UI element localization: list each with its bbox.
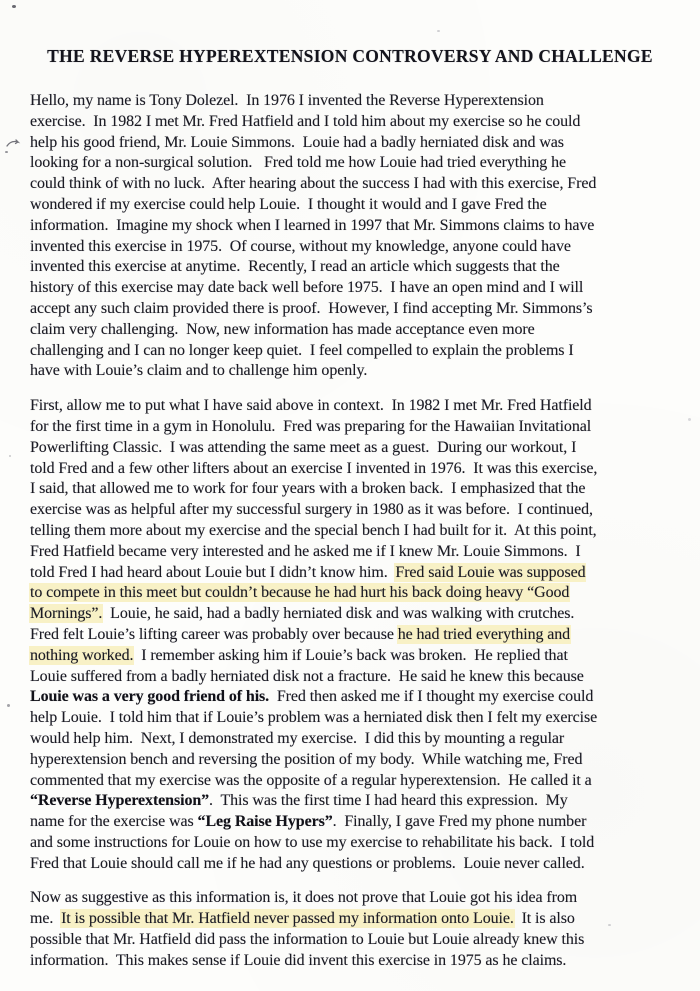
text-segment: Powerlifting Classic. I was attending the same meet as a guest. During our workout, I: [30, 438, 577, 456]
scan-speck: [12, 5, 16, 8]
text-line: [30, 278, 676, 299]
text-segment: I remember asking him if Louie’s back was broken. He replied that: [133, 646, 568, 664]
text-segment: First, allow me to put what I have said above in context. In 1982 I met Mr. Fred Hatfield: [30, 397, 592, 415]
text-segment: and some instructions for Louie on how to use my exercise to rehabilitate his back. I told: [30, 833, 595, 851]
text-segment: possible that Mr. Hatfield did pass the information to Louie but Louie already knew this: [30, 931, 585, 949]
text-segment: information. This makes sense if Louie did invent this exercise in 1975 as he claims.: [30, 951, 567, 969]
text-segment: told Fred and a few other lifters about an exercise I invented in 1976. It was this exercise,: [30, 459, 598, 477]
text-segment: I said, that allowed me to work for four years with a broken back. I emphasized that the: [30, 480, 586, 498]
text-segment: exercise. In 1982 I met Mr. Fred Hatfield and I told him about my exercise so he could: [30, 112, 581, 130]
text-line: [30, 174, 676, 195]
text-line: [30, 396, 676, 417]
text-line: [30, 479, 676, 500]
paragraph: [30, 91, 676, 382]
bold-text: “Leg Raise Hypers”: [197, 813, 333, 831]
text-segment: Hello, my name is Tony Dolezel. In 1976 I invented the Reverse Hyperextension: [30, 92, 544, 109]
text-segment: exercise was as helpful after my successful surgery in 1980 as it was before. I continued,: [30, 501, 593, 519]
text-line: [30, 729, 676, 750]
pen-mark-icon: [5, 137, 23, 151]
text-line: [30, 750, 676, 771]
text-segment: telling them more about my exercise and the special bench I had built for it. At this point,: [30, 521, 597, 539]
text-segment: Fred then asked me if I thought my exercise could: [269, 688, 594, 706]
text-segment: looking for a non-surgical solution. Fred told me how Louie had tried everything he: [30, 154, 566, 172]
text-line: [30, 195, 676, 216]
text-line: [30, 521, 676, 542]
text-segment: name for the exercise was: [30, 813, 198, 831]
text-segment: would help him. Next, I demonstrated my exercise. I did this by mounting a regular: [30, 729, 565, 747]
text-segment: information. Imagine my shock when I learned in 1997 that Mr. Simmons claims to have: [30, 216, 595, 234]
text-segment: could think of with no luck. After hearing about the success I had with this exercise, Fred: [30, 175, 597, 193]
text-line: [30, 341, 676, 362]
text-line: [30, 771, 676, 792]
text-line: [30, 625, 676, 646]
text-segment: Fred felt Louie’s lifting career was probably over because: [30, 625, 398, 643]
text-line: [30, 361, 676, 382]
text-line: [30, 500, 676, 521]
text-line: [30, 791, 676, 812]
text-line: [30, 299, 676, 320]
text-line: [30, 854, 676, 875]
text-segment: help his good friend, Mr. Louie Simmons. Louie had a badly herniated disk and was: [30, 133, 564, 151]
text-segment: invented this exercise in 1975. Of course, without my knowledge, anyone could have: [30, 237, 571, 255]
highlighted-text: It is possible that Mr. Hatfield never passed my information onto Louie.: [61, 910, 514, 928]
text-segment: commented that my exercise was the opposite of a regular hyperextension. He called it a: [30, 771, 592, 789]
text-segment: . Finally, I gave Fred my phone number: [332, 813, 587, 831]
text-segment: Louie, he said, had a badly herniated disk and was walking with crutches.: [102, 605, 575, 623]
scan-speck: [9, 455, 11, 457]
scan-speck: [437, 30, 440, 32]
paragraph: [30, 888, 676, 971]
highlighted-text: nothing worked.: [30, 646, 134, 664]
text-segment: invented this exercise at anytime. Recently, I read an article which suggests that the: [30, 258, 560, 276]
text-line: [30, 257, 676, 278]
text-segment: . This was the first time I had heard this expression. My: [209, 792, 568, 810]
text-line: [30, 438, 676, 459]
text-segment: history of this exercise may date back well before 1975. I have an open mind and I will: [30, 279, 584, 297]
text-segment: hyperextension bench and reversing the position of my body. While watching me, Fred: [30, 750, 583, 768]
text-segment: accept any such claim provided there is proof. However, I find accepting Mr. Simmons’s: [30, 299, 593, 317]
text-line: [30, 563, 676, 584]
highlighted-text: to compete in this meet but couldn’t because he had hurt his back doing heavy “Good: [30, 584, 570, 602]
bold-text: Louie was a very good friend of his.: [30, 688, 270, 706]
highlighted-text: Mornings”.: [30, 605, 103, 623]
text-segment: wondered if my exercise could help Louie. I thought it would and I gave Fred the: [30, 195, 547, 213]
text-line: [30, 216, 676, 237]
scan-speck: [7, 704, 10, 707]
text-line: [30, 459, 676, 480]
text-segment: Now as suggestive as this information is, it does not prove that Louie got his idea from: [30, 889, 578, 907]
text-line: [30, 133, 676, 154]
text-segment: Fred that Louie should call me if he had any questions or problems. Louie never called.: [30, 854, 585, 872]
text-line: [30, 687, 676, 708]
scan-speck: [688, 418, 691, 421]
text-line: [30, 888, 676, 909]
text-line: [30, 667, 676, 688]
text-line: [30, 237, 676, 258]
text-segment: claim very challenging. Now, new information has made acceptance even more: [30, 320, 535, 338]
text-line: [30, 91, 676, 112]
text-line: [30, 930, 676, 951]
text-line: [30, 417, 676, 438]
paragraph: [30, 396, 676, 874]
highlighted-text: he had tried everything and: [397, 625, 571, 643]
text-line: [30, 153, 676, 174]
text-line: [30, 812, 676, 833]
text-line: [30, 909, 676, 930]
text-line: [30, 112, 676, 133]
document-body: [30, 91, 676, 972]
text-line: [30, 583, 676, 604]
text-segment: challenging and I can no longer keep quiet. I feel compelled to explain the problems I: [30, 341, 574, 359]
highlighted-text: Fred said Louie was supposed: [395, 563, 586, 581]
text-line: [30, 320, 676, 341]
text-line: [30, 708, 676, 729]
text-segment: have with Louie’s claim and to challenge him openly.: [30, 362, 368, 380]
text-segment: Fred Hatfield became very interested and he asked me if I knew Mr. Louie Simmons. I: [30, 542, 581, 560]
text-line: [30, 604, 676, 625]
text-segment: told Fred I had heard about Louie but I didn’t know him.: [30, 563, 396, 581]
bold-text: “Reverse Hyperextension”: [30, 792, 210, 810]
page-title: THE REVERSE HYPEREXTENSION CONTROVERSY AND CHALLENGE: [47, 46, 653, 66]
text-segment: It is also: [513, 910, 575, 928]
text-segment: Louie suffered from a badly herniated disk not a fracture. He said he knew this because: [30, 667, 584, 685]
text-segment: me.: [30, 910, 62, 928]
scan-speck: [5, 151, 8, 153]
text-line: [30, 542, 676, 563]
text-segment: help Louie. I told him that if Louie’s problem was a herniated disk then I felt my exercise: [30, 709, 598, 727]
text-line: [30, 646, 676, 667]
text-line: [30, 833, 676, 854]
text-segment: for the first time in a gym in Honolulu. Fred was preparing for the Hawaiian Invitational: [30, 417, 592, 435]
text-line: [30, 951, 676, 972]
